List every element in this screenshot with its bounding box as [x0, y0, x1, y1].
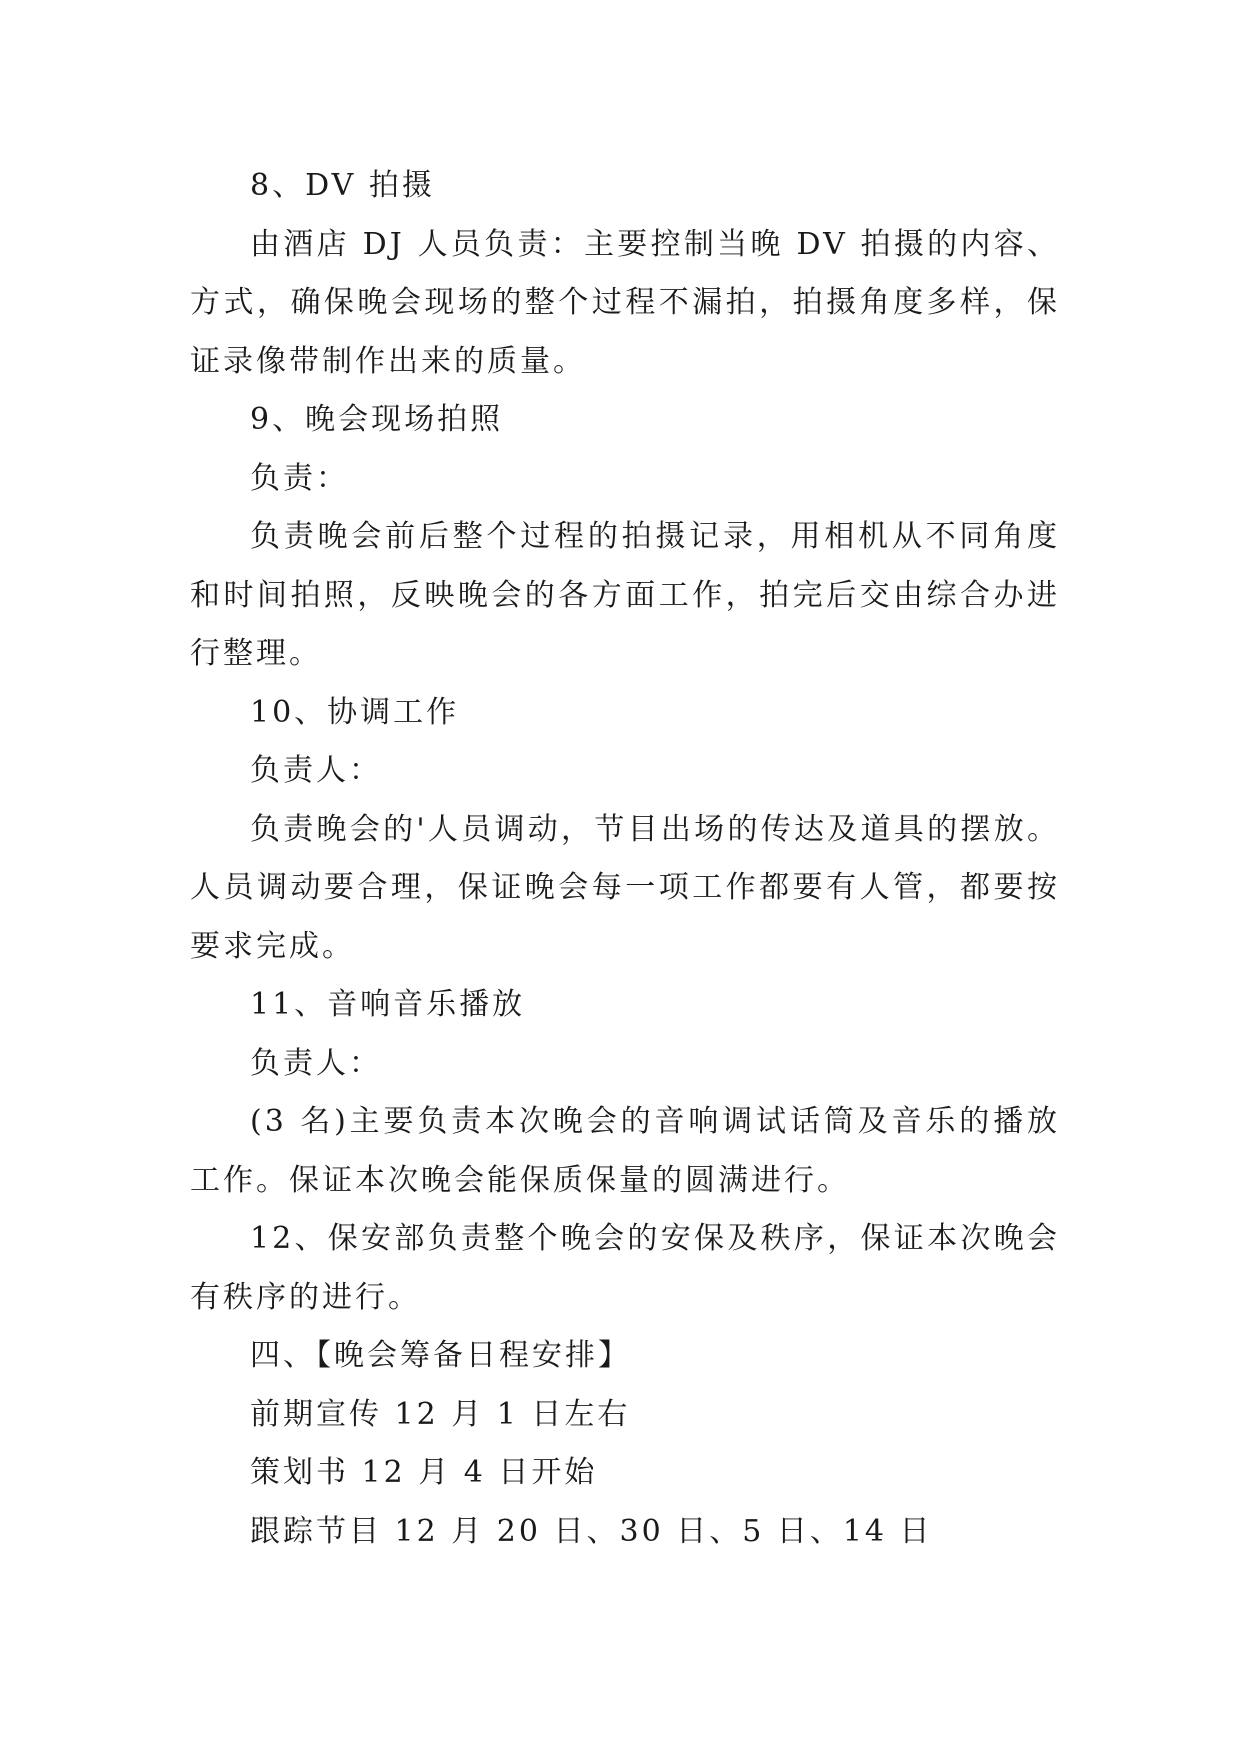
responsible-label: 负责： — [250, 460, 349, 496]
heading-coordination: 10、协调工作 — [250, 694, 460, 730]
document-body — [190, 157, 1060, 1561]
paragraph-dv-filming: 由酒店 DJ 人员负责：主要控制当晚 DV 拍摄的内容、方式，确保晚会现场的整个过程不漏拍，拍摄角度多样，保证录像带制作出来的质量。 — [190, 226, 1060, 379]
responsible-person-label: 负责人： — [250, 1045, 382, 1081]
paragraph-coordination: 负责晚会的'人员调动，节目出场的传达及道具的摆放。人员调动要合理，保证晚会每一项工作都要有人管，都要按要求完成。 — [190, 811, 1060, 964]
paragraph-photography: 负责晚会前后整个过程的拍摄记录，用相机从不同角度和时间拍照，反映晚会的各方面工作，拍完后交由综合办进行整理。 — [190, 519, 1060, 671]
heading-audio-music: 11、音响音乐播放 — [250, 987, 526, 1022]
paragraph-security: 12、保安部负责整个晚会的安保及秩序，保证本次晚会有秩序的进行。 — [190, 1221, 1060, 1315]
responsible-person-label: 负责人： — [250, 753, 382, 788]
heading-dv-filming: 8、DV 拍摄 — [250, 168, 435, 203]
schedule-item-publicity: 前期宣传 12 月 1 日左右 — [250, 1396, 631, 1432]
paragraph-audio-music: (3 名)主要负责本次晚会的音响调试话筒及音乐的播放工作。保证本次晚会能保质保量的圆满进行。 — [190, 1104, 1060, 1198]
heading-schedule: 四、【晚会筹备日程安排】 — [250, 1338, 631, 1373]
schedule-item-proposal: 策划书 12 月 4 日开始 — [250, 1455, 598, 1490]
schedule-item-program-tracking: 跟踪节目 12 月 20 日、30 日、5 日、14 日 — [250, 1513, 933, 1549]
heading-photography: 9、晚会现场拍照 — [250, 402, 504, 437]
